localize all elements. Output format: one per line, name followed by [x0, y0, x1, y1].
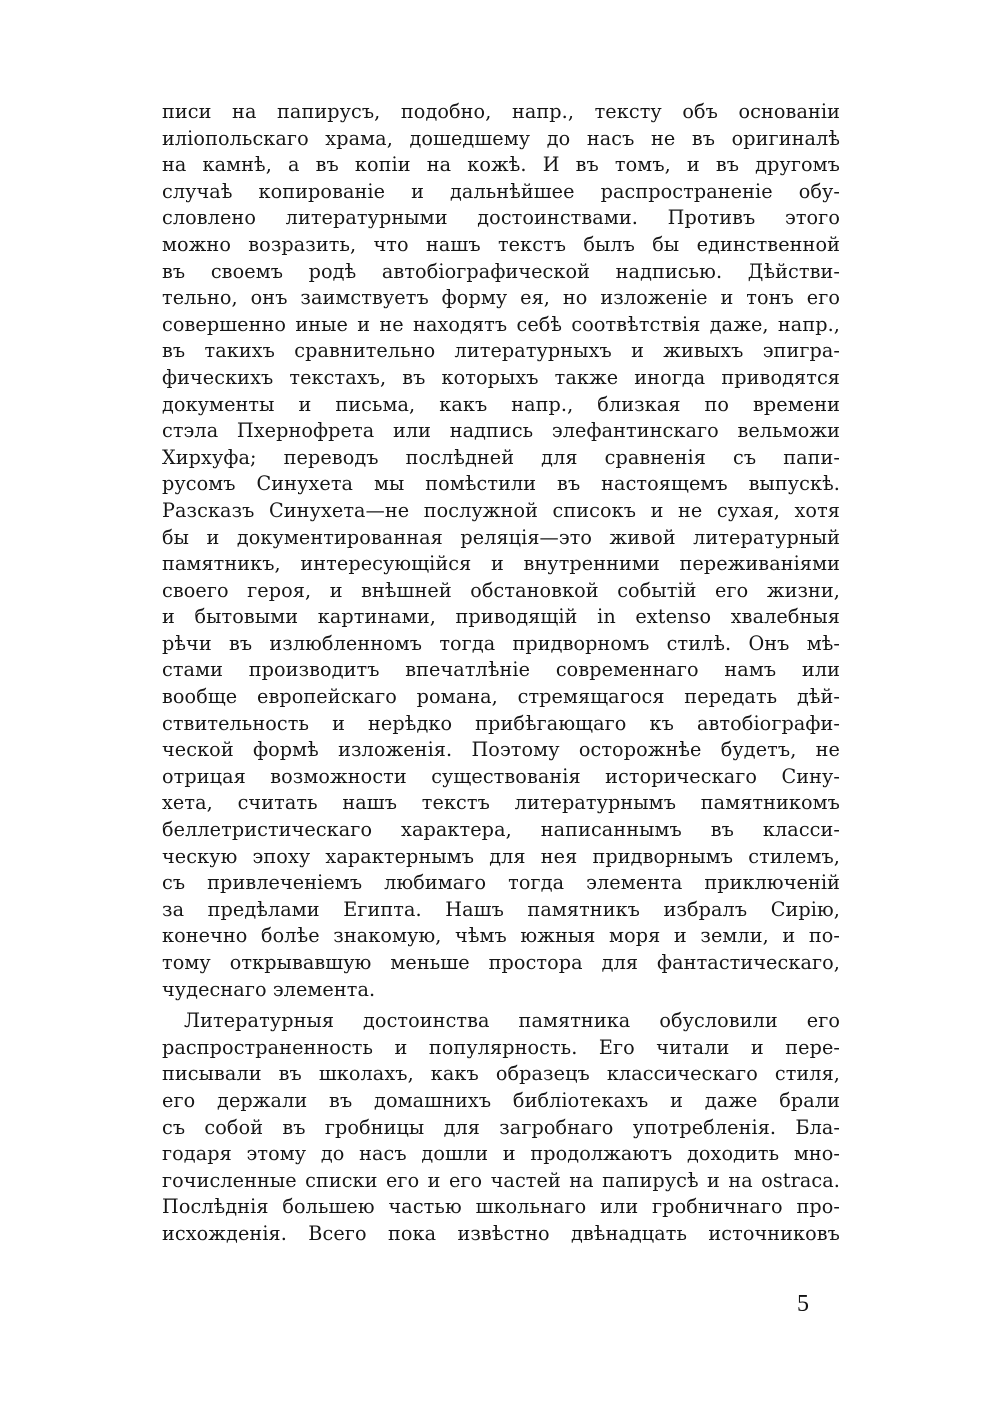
text-line: ческую эпоху характернымъ для нея придворнымъ стилемъ, [162, 844, 840, 868]
text-line: чудеснаго элемента. [162, 977, 376, 1001]
text-line: совершенно иные и не находятъ себѣ соотвѣтствія даже, напр., [162, 312, 840, 336]
text-line: ческой формѣ изложенія. Поэтому осторожнѣе будетъ, не [162, 738, 840, 762]
text-line: съ привлеченіемъ любимаго тогда элемента приключеній [162, 871, 840, 895]
paragraph-2 [162, 1008, 840, 1247]
paragraph-1 [162, 99, 840, 1003]
text-line: русомъ Синухета мы помѣстили въ настоящемъ выпускѣ. [162, 472, 840, 496]
text-line: стами производитъ впечатлѣніе современнаго намъ или [162, 658, 840, 682]
text-line: за предѣлами Египта. Нашъ памятникъ избралъ Сирію, [162, 897, 840, 921]
text-line: вообще европейскаго романа, стремящагося передать дѣй- [162, 685, 840, 709]
text-line: распространенность и популярность. Его читали и пере- [162, 1035, 840, 1059]
text-line: Послѣднія большею частью школьнаго или гробничнаго про- [162, 1195, 840, 1219]
page-number: 5 [797, 1291, 809, 1317]
text-line: въ такихъ сравнительно литературныхъ и живыхъ эпигра- [162, 339, 840, 363]
text-line: исхожденія. Всего пока извѣстно двѣнадцать источниковъ [162, 1221, 840, 1245]
text-line: тому открывавшую меньше простора для фантастическаго, [162, 951, 840, 974]
text-line: случаѣ копированіе и дальнѣйшее распространеніе обу- [162, 179, 840, 203]
text-line: хета, считать нашъ текстъ литературнымъ памятникомъ [162, 791, 840, 815]
text-line: ствительность и нерѣдко прибѣгающаго къ автобіографи- [162, 711, 840, 735]
text-line: Литературныя достоинства памятника обусловили его [184, 1009, 840, 1033]
text-line: бы и документированная реляція—это живой литературный [162, 525, 840, 549]
text-line: Хирхуфа; переводъ послѣдней для сравненія съ папи- [162, 445, 840, 469]
text-line: въ своемъ родѣ автобіографической надписью. Дѣйстви- [162, 259, 840, 283]
text-line: своего героя, и внѣшней обстановкой событій его жизни, [162, 578, 840, 602]
text-line: памятникъ, интересующійся и внутренними переживаніями [162, 552, 840, 576]
text-line: отрицая возможности существованія историческаго Сину- [162, 764, 840, 788]
text-line: писывали въ школахъ, какъ образецъ классическаго стиля, [162, 1062, 840, 1086]
text-line: конечно болѣе знакомую, чѣмъ южныя моря и земли, и по- [162, 924, 840, 948]
text-line: тельно, онъ заимствуетъ форму ея, но изложеніе и тонъ его [162, 286, 840, 310]
text-line: съ собой въ гробницы для загробнаго употребленія. Бла- [162, 1115, 840, 1139]
text-line: Разсказъ Синухета—не послужной списокъ и не сухая, хотя [162, 498, 840, 522]
text-line: гочисленные списки его и его частей на папирусѣ и на ostraca. [162, 1168, 840, 1192]
text-line: рѣчи въ излюбленномъ тогда придворномъ стилѣ. Онъ мѣ- [162, 631, 840, 655]
text-line: стэла Пхернофрета или надпись элефантинскаго вельможи [162, 419, 840, 443]
text-line: его держали въ домашнихъ библіотекахъ и даже брали [162, 1088, 840, 1112]
text-line: беллетристическаго характера, написаннымъ въ класси- [162, 818, 840, 842]
text-line: писи на папирусъ, подобно, напр., тексту объ основаніи [162, 100, 840, 123]
text-line: годаря этому до насъ дошли и продолжаютъ доходить мно- [162, 1142, 840, 1166]
page-text [162, 99, 840, 1248]
text-line: на камнѣ, а въ копіи на кожѣ. И въ томъ, и въ другомъ [162, 153, 840, 177]
text-line: фическихъ текстахъ, въ которыхъ также иногда приводятся [162, 365, 840, 389]
text-line: иліопольскаго храма, дошедшему до насъ не въ оригиналѣ [162, 126, 840, 150]
text-line: и бытовыми картинами, приводящій in extenso хвалебныя [162, 605, 840, 629]
text-line: документы и письма, какъ напр., близкая по времени [162, 392, 840, 416]
text-line: можно возразить, что нашъ текстъ былъ бы единственной [162, 232, 840, 256]
text-line: словлено литературными достоинствами. Противъ этого [162, 206, 840, 230]
